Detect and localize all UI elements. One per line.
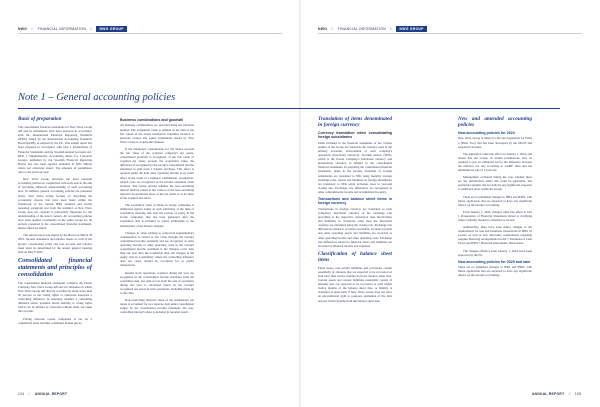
title-rule xyxy=(18,108,560,109)
header-separator: // xyxy=(89,27,93,31)
header-tab: NWG GROUP xyxy=(396,26,426,32)
page-number: 104 xyxy=(18,392,25,396)
header-separator: // xyxy=(389,27,393,31)
header-brand: NWG xyxy=(318,27,328,31)
subheading-2024: New accounting policies for 2024 xyxy=(458,131,515,135)
heading-business-combinations: Business combinations and goodwill xyxy=(120,118,184,122)
heading-consolidation: Consolidated financial statements and principles of consolidation xyxy=(18,256,92,278)
footer-separator: // xyxy=(568,392,571,396)
subheading-currency-translation: Currency translation when consolidating foreign subsidiaries xyxy=(318,131,392,140)
paragraph: Changes in value relating to contracted supplementary consideration is valued at fair value through the Group's consolidated income statement and are recognised as other operating income or other operating costs in the Group's consolidated income statement if the changes occur later than one year after the acquisition date. All changes in the equity ratio in a subsidiary where the controlling influence does not cease, should be accounted for as equity transactions. xyxy=(120,230,194,268)
header-rule xyxy=(318,33,582,34)
header-separator: // xyxy=(331,27,334,31)
column-1 xyxy=(18,116,92,328)
heading-classification: Classification of balance sheet items xyxy=(318,250,392,263)
paragraph: The consolidated financial statements comprise the Parent Company New Wave Group AB and all companies in which New Wave Group AB directly or indirectly holds more than 50 percent of the voting rights or otherwise exercises a controlling influence. In assessing whether a controlling influence exists, potential shares entitling to voting rights which can be utilised or converted without delay are taken into account. xyxy=(18,280,92,314)
header-section: FINANCIAL INFORMATION xyxy=(337,27,386,31)
heading-new-policies: New and amended accounting policies xyxy=(458,116,532,128)
footer-label: ANNUAL REPORT xyxy=(34,392,68,396)
column-4 xyxy=(458,116,532,280)
subheading-transactions: Transactions and balance sheet items in foreign currency xyxy=(318,197,392,206)
paragraph: There are no published changes to IFRS and IFRIC with future application that are expected to have any significant impact on the Group's accounting. xyxy=(458,194,532,207)
paragraph: Transactions in foreign currency are translated to each company's functional currency at the exchange rate prevailing at the respective transaction date. Receivables and liabilities in currencies other than the functional currency are translated using the closing rate. Exchange rate differences related to accounts receivable, accounts payable and other operating assets and liabilities are recorded as other operating income and other operating costs. Exchange rate differences related to financial assets and liabilities are recorded as financial income and expenses. xyxy=(318,206,392,248)
paragraph: Additionally, there have been minor changes to the requirements for sale and leaseback transactions in IFRS 16 Leases, as well as new disclosure requirements regarding supplier financing arrangements in IAS 7 Statement of Cash Flows and IFRS 7 Financial Instruments: Disclosures. xyxy=(458,225,532,246)
header-section: FINANCIAL INFORMATION xyxy=(37,27,86,31)
paragraph: The acquisition value of shares in Group companies is eliminated against equity in each subsidiary at the time of acquisition, meaning that only the portion of equity in the Group companies that has been generated after the acquisition date is included in equity attributable to the shareholders of the Parent company. xyxy=(120,203,194,228)
paragraph: All business combinations are recorded using the purchase method. The acquisition value is defined as the sum of the fair values of the assets transferred, liabilities incurred to previous owners and equity instruments issued by New Wave Group to acquire the business. xyxy=(120,123,194,144)
heading-translation: Translation of items denominated in foreign currency xyxy=(318,116,392,128)
right-header xyxy=(318,26,427,32)
paragraph: The changes effective from January 1, 2024, have been approved by the EU. xyxy=(458,248,532,257)
column-2 xyxy=(120,116,194,317)
paragraph: Items included in the financial statements of the various entities of the Group are valued in the currency used in the primary economic environment of each company's operations (functional currency). Swedish kronor (SEK), which is the Parent Company's functional currency and presentation currency, is utilised in the consolidated financial statements. In preparing the consolidated financial statements, items in the income statement of foreign subsidiaries are translated to SEK using monthly average exchange rates. Assets and liabilities in foreign subsidiaries are translated to SEK using exchange rates at year-end closing rate. Exchange rate differences are recognised in other comprehensive income and accumulated in equity. xyxy=(318,140,392,194)
footer-separator: // xyxy=(28,392,31,396)
left-header xyxy=(18,26,127,32)
right-footer xyxy=(532,392,581,396)
note-title: Note 1 – General accounting policies xyxy=(18,92,176,103)
paragraph: The annual report was signed by the Board on March 28 2025. Income statements and balance sheets as well as the group's consolidated profit and loss account and balance sheet must be determined by the annual general meeting held on May 6 2025. xyxy=(18,233,92,254)
heading-basis: Basis of preparation xyxy=(18,116,62,122)
paragraph: New Wave Group describes the most essential accounting policies in conjunction with each note in the aim of providing enhanced understanding of each accounting area. In addition, general accounting policies are presented below. New Wave Group focuses on describing the accounting choices that have been made within the framework of the current IFRS standard and avoids repeating paragraph text from the standard. A New Wave Group does not consider it particularly important for the understanding of the note's content. All accounting policies have been applied consistently in the entire Group for all periods presented in the consolidated financial statements, unless otherwise stated. xyxy=(18,177,92,231)
page-gutter xyxy=(299,0,301,407)
paragraph: If the mentioned consideration for the shares exceeds the fair value of the acquired company's net assets, consolidated goodwill is recognised. If the fair value of acquired net assets exceeds the acquisition value, the difference is recognised in the Group's consolidated income statement as gain from a bargain purchase. This effect is reported under the item other operating income as no profit effect in the event of a business combination. Acquisition-related costs are recognised in the income statement when incurred. The Group decides whether the non-controlling interest shall be valued at fair value or at the non-controlling interest's proportionate share of the net assets or at its share of the acquired net assets. xyxy=(120,146,194,200)
left-footer xyxy=(18,392,67,396)
paragraph: The consolidated financial statements for New Wave Group AB and its subsidiaries have been prepared in accordance with the International Financial Reporting Standards (IFRS), issued by the International Accounting Standards Board (IASB), as adopted by the EU. This annual report has been prepared in accordance with IAS 1 Presentation of Financial Statements and the Swedish Annual Accounts Act. RFR 1 Supplementary Accounting Rules for Corporate Groups, published by the Swedish Financial Reporting Board, has also been applied. Amounts in SEK million where not otherwise stated. The amounts in parentheses refer to the previous year. xyxy=(18,125,92,175)
header-rule xyxy=(18,33,282,34)
footer-label: ANNUAL REPORT xyxy=(532,392,565,396)
header-separator: // xyxy=(31,27,34,31)
paragraph: Results from operations acquired during the year are recognised in the consolidated income statement from the acquisition date, any gain or loss from the sale of operations during the year is calculated based on the Group's recognised net assets in such operations, including made up to this date. xyxy=(120,270,194,295)
column-3 xyxy=(318,116,392,306)
paragraph: New Wave Group is subject to the new legislation for Pillar 2 (Pillar Two) that has been developed by the OECD and adopted in Sweden. xyxy=(458,136,532,149)
paragraph: There are no published changes to IFRS and IFRIC with future application that are expected to have any significant impact on the Group's accounting. xyxy=(458,265,532,278)
paragraph: Management evaluated during the year whether there are any jurisdictions where this could be applicable. The performed analysis did not indicate any significant exposure to additional taxes within the Group. xyxy=(458,175,532,192)
page-number: 105 xyxy=(574,392,582,396)
header-tab: NWG GROUP xyxy=(96,26,126,32)
header-brand: NWG xyxy=(18,27,28,31)
paragraph: Non-controlling interest's share of the subsidiaries' net assets is accounted for as a separate item under consolidated equity. In the consolidated income statement, the non-controlling interest's share is included in reported result. xyxy=(120,298,194,315)
subheading-2025: New accounting policies for 2025 and later xyxy=(458,259,531,264)
paragraph: Fixed assets, non-current liabilities and provisions consist essentially of amounts that are expected to be recovered or paid later than twelve months from the balance sheet date. Current assets and current liabilities essentially consist of amounts that are expected to be recovered or paid within twelve months of the balance sheet date. A liability is classified as short-term if New Wave Group does not have an unconditional right to postpone settlement of the debt beyond twelve months from the balance sheet date. xyxy=(318,265,392,303)
paragraph: From January 1, 2024, changes came into effect to IAS 1 Presentation of Financial Statements aimed at clarifying when a liability should be classified as current. xyxy=(458,209,532,222)
paragraph: Pricing between Group companies is set on a commercial basis and thus constitutes market prices. xyxy=(18,316,92,325)
paragraph: The legislation came into effect on January 1, 2024, and means that the Group, in certain jurisdictions, may be required to pay an additional tax for the difference between the effective tax rate according to GloBE rules and the minimum tax rate of 15 percent. xyxy=(458,151,532,173)
